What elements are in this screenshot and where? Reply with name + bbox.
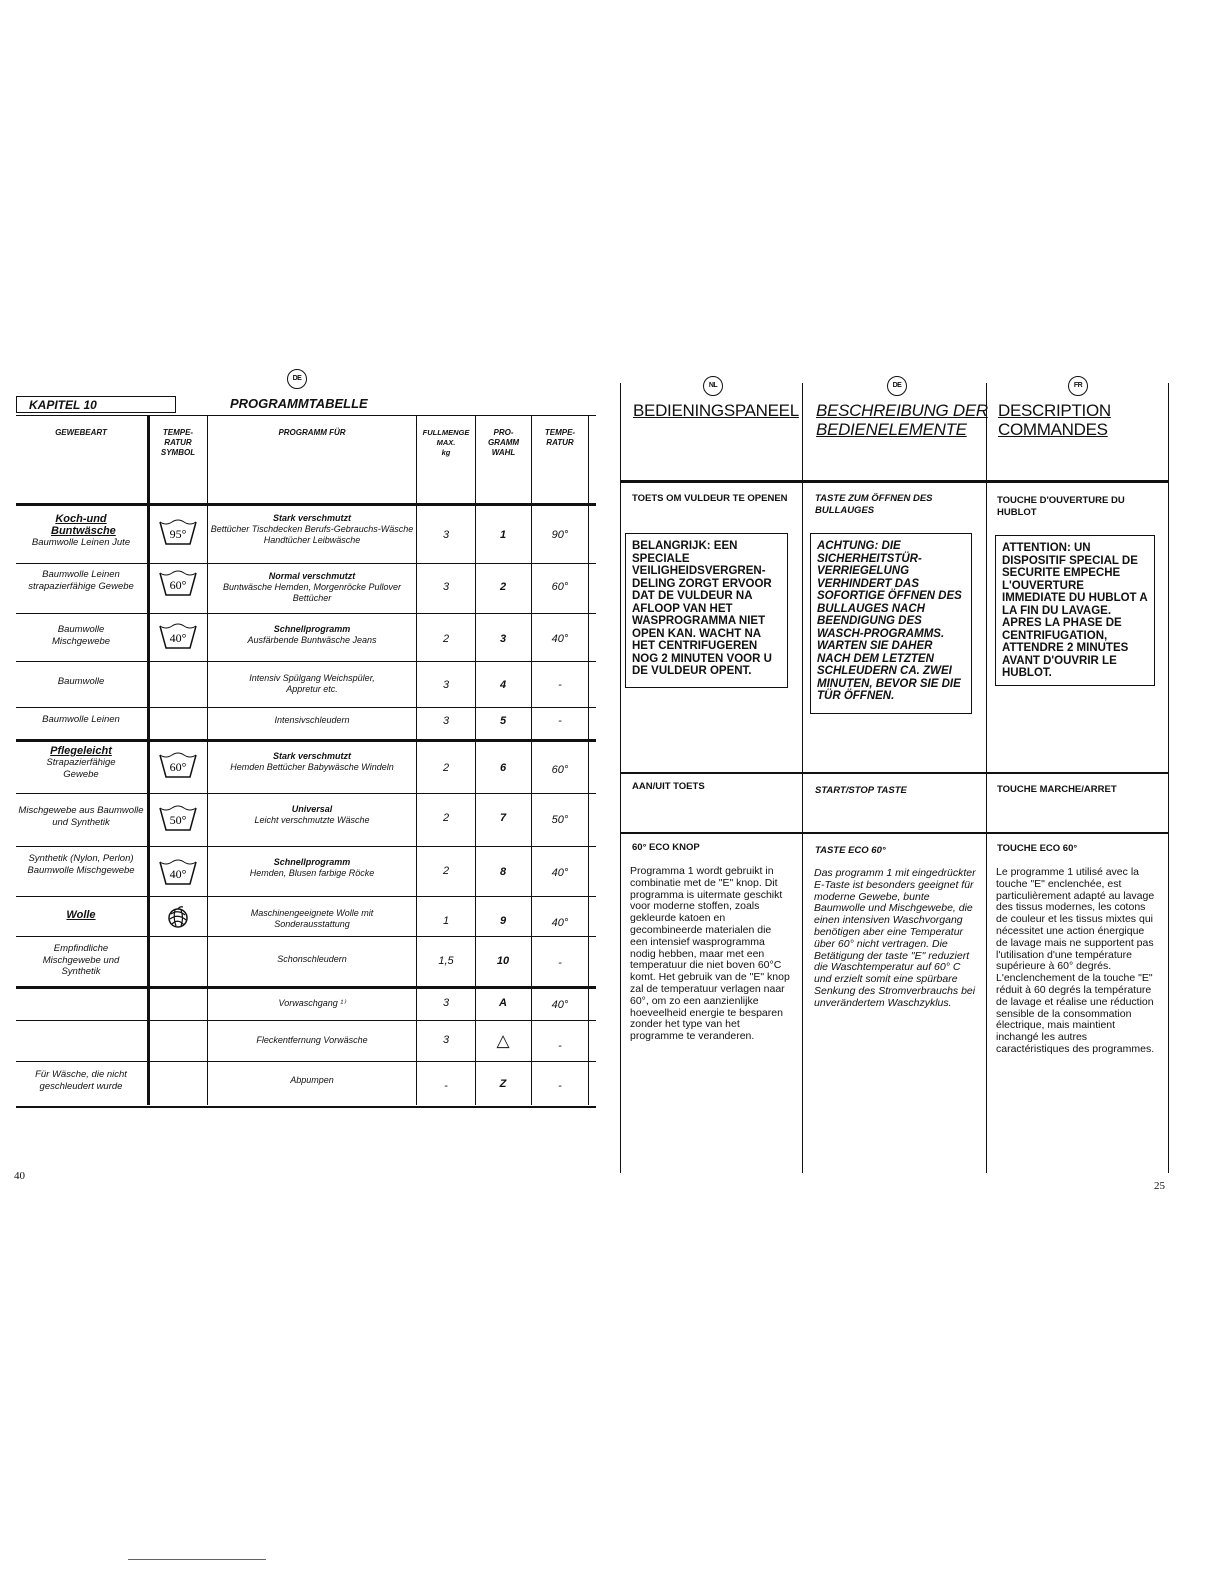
door-button-title-nl: TOETS OM VULDEUR TE OPENEN	[632, 493, 788, 504]
chapter-label: KAPITEL 10	[16, 396, 176, 413]
row2-program-number: 2	[499, 581, 507, 593]
row1-temperature: 90°	[551, 529, 569, 541]
header-program-select: PRO- GRAMM WAHL	[487, 428, 520, 457]
row1-program: Stark verschmutzt Bettücher Tischdecken Berufs-Gebrauchs-Wäsche Handtücher Leibwäsche	[210, 513, 414, 545]
row3-program: Schnellprogramm Ausfärbende Buntwäsche Jeans	[247, 624, 377, 645]
header-load: FULLMENGE MAX. kg	[422, 428, 470, 457]
onoff-button-title-nl: AAN/UIT TOETS	[632, 781, 705, 792]
svg-text:95°: 95°	[169, 527, 187, 541]
col-divider	[588, 415, 589, 1105]
row3-program-number: 3	[499, 633, 507, 645]
row9-load: 1	[442, 915, 450, 927]
warning-box-fr: ATTENTION: UN DISPOSITIF SPECIAL DE SECURITE EMPECHE L'OUVERTURE IMMEDIATE DU HUBLOT A LA FIN DU LAVAGE. APRES LA PHASE DE CENTRIFUGATION, ATTENDRE 2 MINUTES AVANT D'OUVRIR LE HUBLOT.	[995, 535, 1155, 686]
startstop-button-title-de: START/STOP TASTE	[815, 785, 907, 796]
svg-text:50°: 50°	[169, 813, 187, 827]
svg-text:60°: 60°	[169, 578, 187, 592]
table-top-border	[16, 415, 596, 416]
wash-symbol-50	[158, 805, 198, 833]
row13-fabric: Für Wäsche, die nicht geschleudert wurde	[35, 1069, 127, 1092]
col-divider	[620, 383, 621, 1173]
col-divider	[531, 415, 532, 1105]
row13-load: -	[444, 1080, 448, 1092]
col-divider	[147, 415, 150, 1105]
row1-fabric: Koch-und Buntwäsche Baumwolle Leinen Jute	[31, 513, 131, 548]
row13-program-number: Z	[499, 1078, 507, 1090]
column-title-fr: DESCRIPTION COMMANDES	[998, 401, 1111, 439]
row-divider	[16, 1061, 596, 1062]
door-button-title-de: TASTE ZUM ÖFFNEN DES BULLAUGES	[815, 493, 933, 516]
row3-fabric: Baumwolle Mischgewebe	[51, 624, 111, 647]
page-title: PROGRAMMTABELLE	[230, 396, 368, 411]
row6-temperature: 60°	[551, 764, 569, 776]
row-divider	[16, 707, 596, 708]
row6-load: 2	[442, 762, 450, 774]
row11-program: Vorwaschgang ¹⁾	[278, 998, 346, 1008]
col-divider	[802, 383, 803, 1173]
svg-text:60°: 60°	[169, 760, 187, 774]
eco-button-title-nl: 60° ECO KNOP	[632, 842, 700, 853]
row11-load: 3	[442, 997, 450, 1009]
page-number-right: 25	[1154, 1180, 1165, 1192]
row-divider	[16, 613, 596, 614]
row12-load: 3	[442, 1034, 450, 1046]
col-divider	[207, 415, 208, 1105]
wool-ball-icon	[167, 905, 189, 929]
row5-fabric: Baumwolle Leinen	[42, 714, 120, 725]
table-bottom-rule	[16, 1106, 596, 1108]
row10-temperature: -	[558, 957, 562, 969]
col-divider	[1168, 383, 1169, 1173]
row8-fabric: Synthetik (Nylon, Perlon) Baumwolle Mischgewebe	[27, 853, 135, 876]
row1-program-number: 1	[499, 529, 507, 541]
row-divider	[16, 896, 596, 897]
col-divider	[475, 415, 476, 1105]
row-divider	[16, 1020, 596, 1021]
row7-fabric: Mischgewebe aus Baumwolle und Synthetik	[18, 805, 144, 828]
eco-description-de: Das programm 1 mit eingedrückter E-Taste ist besonders geeignet für moderne Gewebe, bunte Baumwolle und Mischgewebe, die einen intensiven Waschvorgang benötigen aber eine Temperatur über 60° nicht vertragen. Die Betätigung der taste "E" reduziert die Waschtemperatur auf 60° C und erzielt somit eine spürbare Senkung des Stromverbrauchs bei unverändertem Waschzyklus.	[814, 867, 976, 1009]
row3-load: 2	[442, 633, 450, 645]
scan-artifact-line	[128, 1559, 266, 1560]
row13-program: Abpumpen	[290, 1075, 334, 1085]
section-rule	[620, 832, 1168, 834]
column-title-nl: BEDIENINGSPANEEL	[633, 401, 799, 420]
row5-temperature: -	[558, 715, 562, 727]
row9-program-number: 9	[499, 915, 507, 927]
row4-load: 3	[442, 679, 450, 691]
eco-button-title-de: TASTE ECO 60°	[815, 845, 886, 856]
row-divider	[16, 563, 596, 564]
row9-fabric: Wolle	[66, 909, 96, 921]
wash-symbol-40	[158, 623, 198, 651]
svg-text:40°: 40°	[169, 867, 187, 881]
row2-program: Normal verschmutzt Buntwäsche Hemden, Morgenröcke Pullover Bettücher	[222, 571, 402, 603]
header-rule	[16, 503, 596, 506]
row-divider	[16, 936, 596, 937]
warning-box-nl: BELANGRIJK: EEN SPECIALE VEILIGHEIDSVERGREN-DELING ZORGT ERVOOR DAT DE VULDEUR NA AFLOOP VAN HET WASPROGRAMMA NIET OPEN KAN. WACHT NA HET CENTRIFUGEREN NOG 2 MINUTEN VOOR U DE VULDEUR OPENT.	[625, 533, 788, 688]
row4-temperature: -	[558, 679, 562, 691]
svg-text:40°: 40°	[169, 631, 187, 645]
row8-temperature: 40°	[551, 867, 569, 879]
row4-program: Intensiv Spülgang Weichspüler, Appretur etc.	[249, 673, 375, 694]
row5-load: 3	[442, 715, 450, 727]
row7-program: Universal Leicht verschmutzte Wäsche	[254, 804, 370, 825]
row7-load: 2	[442, 812, 450, 824]
group-rule	[16, 739, 596, 742]
eco-description-nl: Programma 1 wordt gebruikt in combinatie met de "E" knop. Dit programma is uitermate geschikt voor moderne stoffen, zoals gekleurde katoen en gecombineerde materialen die een intensief wasprogramma nodig hebben, maar met een temperatuur die niet boven 60°C komt. Het gebruik van de "E" knop zal de temperatuur verlagen naar 60°, om zo een aanzienlijke hoeveelheid energie te besparen zonder het type van het programme te veranderen.	[630, 865, 790, 1043]
section-rule	[620, 772, 1168, 774]
wash-symbol-40-synthetic	[158, 859, 198, 887]
group-rule	[16, 986, 596, 989]
column-title-de: BESCHREIBUNG DER BEDIENELEMENTE	[816, 401, 988, 439]
language-badge-de: DE	[287, 369, 307, 389]
wash-symbol-60	[158, 570, 198, 598]
row8-load: 2	[442, 865, 450, 877]
eco-button-title-fr: TOUCHE ECO 60°	[997, 843, 1078, 854]
row9-program: Maschinengeeignete Wolle mit Sonderausstattung	[250, 908, 374, 929]
row9-temperature: 40°	[551, 917, 569, 929]
row2-fabric: Baumwolle Leinen strapazierfähige Gewebe	[28, 569, 134, 592]
row4-fabric: Baumwolle	[57, 676, 105, 687]
startstop-button-title-fr: TOUCHE MARCHE/ARRET	[997, 784, 1117, 795]
row7-program-number: 7	[499, 812, 507, 824]
row8-program-number: 8	[499, 866, 507, 878]
row11-program-number: A	[499, 997, 507, 1009]
page-number-left: 40	[14, 1170, 25, 1182]
row10-load: 1,5	[438, 955, 454, 967]
col-divider	[986, 383, 987, 1173]
header-temp-symbol: TEMPE- RATUR SYMBOL	[160, 428, 196, 457]
row-divider	[16, 793, 596, 794]
row6-program: Stark verschmutzt Hemden Bettücher Babywäsche Windeln	[230, 751, 394, 772]
row7-temperature: 50°	[551, 814, 569, 826]
row12-temperature: -	[558, 1040, 562, 1052]
row2-temperature: 60°	[551, 581, 569, 593]
row1-load: 3	[442, 529, 450, 541]
row11-temperature: 40°	[551, 999, 569, 1011]
wash-symbol-95	[158, 519, 198, 547]
section-rule	[620, 480, 1168, 483]
language-badge-fr: FR	[1068, 376, 1088, 396]
row8-program: Schnellprogramm Hemden, Blusen farbige Röcke	[249, 857, 375, 878]
row-divider	[16, 846, 596, 847]
language-badge-de: DE	[887, 376, 907, 396]
row10-fabric: Empfindliche Mischgewebe und Synthetik	[42, 943, 120, 977]
row12-program: Fleckentfernung Vorwäsche	[256, 1035, 368, 1045]
stain-triangle-icon: △	[496, 1031, 510, 1050]
row6-program-number: 6	[499, 762, 507, 774]
door-button-title-fr: TOUCHE D'OUVERTURE DU HUBLOT	[997, 495, 1125, 518]
row-divider	[16, 661, 596, 662]
eco-description-fr: Le programme 1 utilisé avec la touche "E" enclenchée, est particulièrement adapté au lavage des tissus modernes, les cotons de couleur et les tissus mixtes qui nécessitet une action énergique de lavage mais ne supportent pas l'utilisation d'une température supérieure à 60° degrés. L'enclenchement de la touche "E" réduit à 60 degrés la température de lavage et réalise une réduction sensible de la consommation électrique, mais maintient inchangé les autres caractéristiques des programmes.	[996, 866, 1155, 1055]
wash-symbol-60-synthetic	[158, 752, 198, 780]
row6-fabric: Pflegeleicht Strapazierfähige Gewebe	[46, 745, 116, 780]
header-fabric: GEWEBEART	[55, 428, 107, 437]
row2-load: 3	[442, 581, 450, 593]
row10-program-number: 10	[496, 955, 510, 967]
col-divider	[416, 415, 417, 1105]
row10-program: Schonschleudern	[277, 954, 347, 964]
header-program: PROGRAMM FÜR	[278, 428, 346, 437]
row13-temperature: -	[558, 1080, 562, 1092]
row5-program: Intensivschleudern	[274, 715, 350, 725]
row4-program-number: 4	[499, 679, 507, 691]
row5-program-number: 5	[499, 715, 507, 727]
row3-temperature: 40°	[551, 633, 569, 645]
header-temperature: TEMPE- RATUR	[544, 428, 576, 447]
language-badge-nl: NL	[703, 376, 723, 396]
warning-box-de: ACHTUNG: DIE SICHERHEITSTÜR-VERRIEGELUNG VERHINDERT DAS SOFORTIGE ÖFFNEN DES BULLAUGES NACH BEENDIGUNG DES WASCH-PROGRAMMS. WARTEN SIE DAHER NACH DEM LETZTEN SCHLEUDERN CA. ZWEI MINUTEN, BEVOR SIE DIE TÜR ÖFFNEN.	[810, 533, 972, 714]
